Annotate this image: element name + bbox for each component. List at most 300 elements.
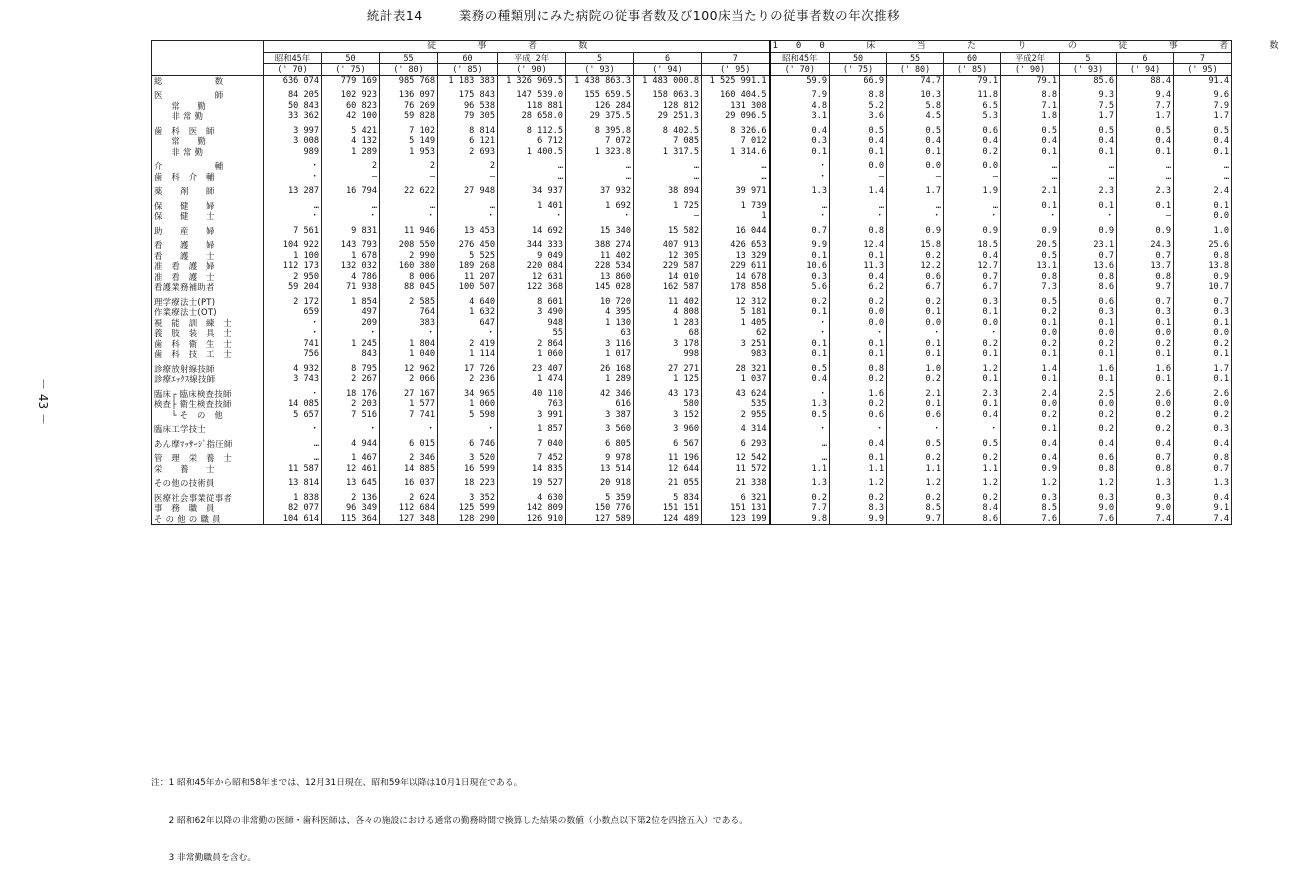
per100-bed-cell: 0.4 (1174, 136, 1232, 147)
per100-bed-cell: ・ (1060, 211, 1117, 222)
per100-bed-cell: ・ (830, 420, 887, 435)
worker-count-cell: 17 726 (438, 360, 498, 375)
worker-count-cell: 5 657 (264, 410, 322, 421)
per100-bed-cell: 0.0 (1060, 399, 1117, 410)
per100-bed-cell: ・ (770, 328, 830, 339)
per100-bed-cell: 9.3 (1060, 86, 1117, 101)
per100-bed-cell: 10.6 (770, 261, 830, 272)
western-year-header: (' 93) (1060, 64, 1117, 76)
worker-count-cell: … (264, 449, 322, 464)
worker-count-cell: 2 (380, 157, 438, 172)
per100-bed-cell: 0.0 (1174, 211, 1232, 222)
western-year-header: (' 93) (566, 64, 634, 76)
worker-count-cell: 208 550 (380, 236, 438, 251)
table-row (152, 489, 1232, 504)
worker-count-cell: 29 096.5 (702, 111, 770, 122)
worker-count-cell: 2 955 (702, 410, 770, 421)
per100-bed-cell: 0.2 (1117, 410, 1174, 421)
per100-bed-cell: 10.3 (887, 86, 944, 101)
row-label: 准 看 護 婦 (152, 261, 264, 272)
worker-count-cell: 71 938 (322, 282, 380, 293)
worker-count-cell: 8 112.5 (498, 122, 566, 137)
per100-bed-cell: 0.1 (830, 251, 887, 262)
per100-bed-cell: 0.4 (830, 136, 887, 147)
row-label: 医療社会事業従事者 (152, 489, 264, 504)
per100-bed-cell: ・ (887, 211, 944, 222)
per100-bed-cell: 7.6 (1001, 514, 1060, 525)
worker-count-cell: 4 932 (264, 360, 322, 375)
worker-count-cell: 84 205 (264, 86, 322, 101)
per100-bed-cell: 1.9 (944, 182, 1001, 197)
table-title: 業務の種類別にみた病院の従事者数及び100床当たりの従事者数の年次推移 (458, 8, 901, 23)
worker-count-cell: 150 776 (566, 503, 634, 514)
per100-bed-cell: 0.6 (1060, 293, 1117, 308)
worker-count-cell: 2 (322, 157, 380, 172)
worker-count-cell: 126 910 (498, 514, 566, 525)
per100-bed-cell: 0.1 (770, 307, 830, 318)
worker-count-cell: 1 438 863.3 (566, 75, 634, 86)
worker-count-cell: 8 601 (498, 293, 566, 308)
row-label: 義 肢 装 具 士 (152, 328, 264, 339)
per100-bed-cell: 0.4 (1001, 449, 1060, 464)
row-label: 視 能 訓 練 士 (152, 318, 264, 329)
per100-bed-cell: 0.5 (1001, 251, 1060, 262)
western-year-header: (' 95) (1174, 64, 1232, 76)
per100-bed-cell: 0.4 (944, 251, 1001, 262)
table-row (152, 222, 1232, 237)
per100-bed-cell: ・ (770, 172, 830, 183)
per100-bed-cell: 1.7 (1117, 111, 1174, 122)
worker-count-cell: 12 461 (322, 464, 380, 475)
table-row (152, 449, 1232, 464)
worker-count-cell: 7 072 (566, 136, 634, 147)
per100-bed-cell: 9.1 (1174, 503, 1232, 514)
worker-count-cell: 15 340 (566, 222, 634, 237)
per100-bed-cell: 7.9 (770, 86, 830, 101)
per100-bed-cell: 9.9 (770, 236, 830, 251)
per100-bed-cell: 0.0 (944, 157, 1001, 172)
per100-bed-cell: 0.4 (887, 136, 944, 147)
per100-bed-cell: 0.5 (770, 360, 830, 375)
worker-count-cell: 3 352 (438, 489, 498, 504)
row-label: 常 勤 (152, 101, 264, 112)
worker-count-cell: 1 060 (438, 399, 498, 410)
western-year-header: (' 80) (380, 64, 438, 76)
worker-count-cell: … (634, 172, 702, 183)
row-label: 常 勤 (152, 136, 264, 147)
per100-bed-cell: … (1174, 157, 1232, 172)
per100-bed-cell: 0.3 (1117, 307, 1174, 318)
per100-bed-cell: 2.4 (1174, 182, 1232, 197)
table-row (152, 157, 1232, 172)
worker-count-cell: 3 008 (264, 136, 322, 147)
per100-bed-cell: 1.7 (1174, 360, 1232, 375)
worker-count-cell: 126 284 (566, 101, 634, 112)
per100-bed-cell: 1.3 (1174, 474, 1232, 489)
per100-bed-cell: 6.7 (944, 282, 1001, 293)
worker-count-cell: … (380, 197, 438, 212)
worker-count-cell: 12 962 (380, 360, 438, 375)
per100-bed-cell: 7.6 (1060, 514, 1117, 525)
per100-bed-cell: ・ (770, 420, 830, 435)
per100-bed-cell: 0.1 (944, 307, 1001, 318)
per100-bed-cell: 0.8 (830, 360, 887, 375)
western-year-header: (' 70) (264, 64, 322, 76)
per100-bed-cell: 0.3 (944, 293, 1001, 308)
worker-count-cell: 1 467 (322, 449, 380, 464)
western-year-header: (' 94) (1117, 64, 1174, 76)
per100-bed-cell: 0.7 (1174, 293, 1232, 308)
per100-bed-cell: 2.3 (944, 385, 1001, 400)
table-row (152, 399, 1232, 410)
per100-bed-cell: 6.7 (887, 282, 944, 293)
worker-count-cell: 7 102 (380, 122, 438, 137)
per100-bed-cell: 0.4 (1060, 136, 1117, 147)
per100-bed-cell: 7.7 (770, 503, 830, 514)
per100-bed-cell: 8.8 (1001, 86, 1060, 101)
table-row (152, 328, 1232, 339)
worker-count-cell: 16 794 (322, 182, 380, 197)
per100-bed-cell: 0.1 (1001, 197, 1060, 212)
year-header: 6 (634, 52, 702, 64)
worker-count-cell: 843 (322, 349, 380, 360)
worker-count-cell: 104 614 (264, 514, 322, 525)
table-row (152, 514, 1232, 525)
worker-count-cell: 3 960 (634, 420, 702, 435)
worker-count-cell: 1 632 (438, 307, 498, 318)
per100-bed-cell: 0.4 (1117, 136, 1174, 147)
per100-bed-cell: 1.1 (770, 464, 830, 475)
per100-bed-cell: 1.2 (944, 360, 1001, 375)
worker-count-cell: … (702, 172, 770, 183)
per100-bed-cell: 1.3 (770, 474, 830, 489)
year-header: 5 (1060, 52, 1117, 64)
per100-bed-cell: 0.1 (1001, 349, 1060, 360)
per100-bed-cell: 0.1 (830, 449, 887, 464)
per100-bed-cell: 0.7 (1117, 293, 1174, 308)
per100-bed-cell: 0.0 (830, 157, 887, 172)
per100-bed-cell: 0.8 (1174, 449, 1232, 464)
worker-count-cell: 62 (702, 328, 770, 339)
per100-bed-cell: 12.2 (887, 261, 944, 272)
per100-bed-cell: 1.1 (830, 464, 887, 475)
per100-bed-cell: 0.3 (770, 272, 830, 283)
worker-count-cell: 28 658.0 (498, 111, 566, 122)
per100-bed-cell: 0.1 (830, 147, 887, 158)
worker-count-cell: 5 598 (438, 410, 498, 421)
per100-bed-cell: 11.8 (944, 86, 1001, 101)
year-header: 昭和45年 (770, 52, 830, 64)
per100-bed-cell: ・ (770, 157, 830, 172)
per100-bed-cell: 2.3 (1117, 182, 1174, 197)
worker-count-cell: 11 572 (702, 464, 770, 475)
per100-bed-cell: 0.2 (1001, 410, 1060, 421)
worker-count-cell: — (634, 211, 702, 222)
worker-count-cell: 209 (322, 318, 380, 329)
note-1: 注：1 昭和45年から昭和58年までは、12月31日現在、昭和59年以降は10月1日現在である。 (151, 778, 523, 788)
per100-bed-cell: 0.1 (1117, 147, 1174, 158)
worker-count-cell: 1 678 (322, 251, 380, 262)
per100-bed-cell: … (887, 197, 944, 212)
per100-bed-cell: 8.6 (944, 514, 1001, 525)
worker-count-cell: 27 167 (380, 385, 438, 400)
worker-count-cell: ・ (264, 157, 322, 172)
worker-count-cell: 4 630 (498, 489, 566, 504)
worker-count-cell: … (634, 157, 702, 172)
worker-count-cell: 100 507 (438, 282, 498, 293)
per100-bed-cell: 3.1 (770, 111, 830, 122)
worker-count-cell: 22 622 (380, 182, 438, 197)
worker-count-cell: 7 741 (380, 410, 438, 421)
row-label: 栄 養 士 (152, 464, 264, 475)
per100-bed-cell: 0.9 (1117, 222, 1174, 237)
per100-bed-cell: ・ (770, 318, 830, 329)
worker-count-cell: 4 395 (566, 307, 634, 318)
worker-count-cell: 8 006 (380, 272, 438, 283)
worker-count-cell: 1 400.5 (498, 147, 566, 158)
per100-bed-cell: 1.4 (1001, 360, 1060, 375)
worker-count-cell: ・ (264, 385, 322, 400)
per100-bed-cell: 7.3 (1001, 282, 1060, 293)
table-row (152, 211, 1232, 222)
worker-count-cell: 145 028 (566, 282, 634, 293)
per100-bed-cell: 0.5 (944, 435, 1001, 450)
row-label: 歯 科 医 師 (152, 122, 264, 137)
worker-count-cell: 3 178 (634, 339, 702, 350)
worker-count-cell: 1 953 (380, 147, 438, 158)
year-header: 50 (830, 52, 887, 64)
per100-bed-cell: 0.4 (1001, 136, 1060, 147)
worker-count-cell: 2 236 (438, 374, 498, 385)
worker-count-cell: 26 168 (566, 360, 634, 375)
worker-count-cell: 160 404.5 (702, 86, 770, 101)
per100-bed-cell: 13.7 (1117, 261, 1174, 272)
worker-count-cell: 11 196 (634, 449, 702, 464)
western-year-header: (' 94) (634, 64, 702, 76)
worker-count-cell: 1 804 (380, 339, 438, 350)
year-header: 7 (702, 52, 770, 64)
worker-count-cell: 63 (566, 328, 634, 339)
worker-count-cell: 59 204 (264, 282, 322, 293)
per100-bed-cell: 0.0 (1117, 399, 1174, 410)
worker-count-cell: 60 823 (322, 101, 380, 112)
worker-count-cell: 1 114 (438, 349, 498, 360)
worker-count-cell: 10 720 (566, 293, 634, 308)
per100-bed-cell: 0.3 (770, 136, 830, 147)
worker-count-cell: 162 587 (634, 282, 702, 293)
per100-bed-cell: 1.0 (1174, 222, 1232, 237)
worker-count-cell: 779 169 (322, 75, 380, 86)
worker-count-cell: 6 712 (498, 136, 566, 147)
per100-bed-cell: 0.1 (1174, 197, 1232, 212)
worker-count-cell: 13 329 (702, 251, 770, 262)
row-label: 歯 科 介 輔 (152, 172, 264, 183)
per100-bed-cell: 0.5 (887, 435, 944, 450)
western-year-header: (' 75) (830, 64, 887, 76)
per100-bed-cell: 5.8 (887, 101, 944, 112)
row-label: 総 数 (152, 75, 264, 86)
row-label: 歯 科 技 工 士 (152, 349, 264, 360)
worker-count-cell: 1 323.8 (566, 147, 634, 158)
table-row (152, 349, 1232, 360)
per100-bed-cell: ・ (944, 328, 1001, 339)
per100-bed-cell: ・ (944, 420, 1001, 435)
worker-count-cell: 636 074 (264, 75, 322, 86)
worker-count-cell: 128 290 (438, 514, 498, 525)
per100-bed-cell: … (770, 449, 830, 464)
per100-bed-cell: 0.0 (1117, 328, 1174, 339)
worker-count-cell: 2 950 (264, 272, 322, 283)
worker-count-cell: 118 881 (498, 101, 566, 112)
per100-bed-cell: 0.4 (770, 122, 830, 137)
per100-bed-cell: 8.4 (944, 503, 1001, 514)
table-row (152, 318, 1232, 329)
per100-bed-cell: 9.4 (1117, 86, 1174, 101)
per100-bed-cell: 0.3 (1174, 420, 1232, 435)
worker-count-cell: 5 149 (380, 136, 438, 147)
worker-count-cell: 88 045 (380, 282, 438, 293)
per100-bed-cell: 0.2 (887, 293, 944, 308)
worker-count-cell: 1 739 (702, 197, 770, 212)
per100-bed-cell: 79.1 (1001, 75, 1060, 86)
per100-bed-cell: 0.1 (887, 399, 944, 410)
per100-bed-cell: 2.1 (1001, 182, 1060, 197)
year-header: 平成 2年 (498, 52, 566, 64)
worker-count-cell: … (498, 172, 566, 183)
per100-bed-cell: 6.5 (944, 101, 1001, 112)
worker-count-cell: … (498, 157, 566, 172)
worker-count-cell: ・ (498, 211, 566, 222)
table-body (152, 75, 1232, 525)
worker-count-cell: 96 538 (438, 101, 498, 112)
year-header: 55 (887, 52, 944, 64)
worker-count-cell: 16 037 (380, 474, 438, 489)
per100-bed-cell: 1.3 (770, 182, 830, 197)
per100-bed-cell: 0.1 (1060, 197, 1117, 212)
per100-bed-cell: 24.3 (1117, 236, 1174, 251)
per100-bed-cell: 0.5 (887, 122, 944, 137)
per100-bed-cell: — (887, 172, 944, 183)
per100-bed-cell: 1.3 (1117, 474, 1174, 489)
worker-count-cell: 43 173 (634, 385, 702, 400)
per100-bed-cell: 8.3 (830, 503, 887, 514)
per100-bed-cell: 0.2 (887, 374, 944, 385)
worker-count-cell: 5 359 (566, 489, 634, 504)
worker-count-cell: 2 585 (380, 293, 438, 308)
worker-count-cell: 1 017 (566, 349, 634, 360)
western-year-header: (' 80) (887, 64, 944, 76)
worker-count-cell: 4 314 (702, 420, 770, 435)
per100-bed-cell: 0.7 (770, 222, 830, 237)
worker-count-cell: 18 176 (322, 385, 380, 400)
per100-bed-cell: 6.2 (830, 282, 887, 293)
worker-count-cell: 55 (498, 328, 566, 339)
per100-bed-cell: 7.7 (1117, 101, 1174, 112)
worker-count-cell: 132 032 (322, 261, 380, 272)
worker-count-cell: … (702, 157, 770, 172)
worker-count-cell: 27 948 (438, 182, 498, 197)
worker-count-cell: 1 283 (634, 318, 702, 329)
per100-bed-cell: 0.1 (1001, 318, 1060, 329)
per100-bed-cell: 0.4 (1174, 489, 1232, 504)
worker-count-cell: 11 402 (634, 293, 702, 308)
per100-bed-cell: 0.1 (1174, 147, 1232, 158)
per100-bed-cell: 1.2 (1001, 474, 1060, 489)
row-label: └ そ の 他 (152, 410, 264, 421)
worker-count-cell: 6 293 (702, 435, 770, 450)
per100-bed-cell: 13.6 (1060, 261, 1117, 272)
worker-count-cell: … (264, 197, 322, 212)
worker-count-cell: 763 (498, 399, 566, 410)
per100-bed-cell: 2.5 (1060, 385, 1117, 400)
per100-bed-cell: 0.1 (1060, 349, 1117, 360)
worker-count-cell: 14 085 (264, 399, 322, 410)
worker-count-cell: 42 100 (322, 111, 380, 122)
row-label: 理学療法士(PT) (152, 293, 264, 308)
table-row (152, 261, 1232, 272)
per100-bed-cell: 12.4 (830, 236, 887, 251)
worker-count-cell: 12 542 (702, 449, 770, 464)
worker-count-cell: 2 267 (322, 374, 380, 385)
per100-bed-cell: ・ (1001, 211, 1060, 222)
per100-bed-cell: 13.8 (1174, 261, 1232, 272)
worker-count-cell: 12 631 (498, 272, 566, 283)
worker-count-cell: … (264, 435, 322, 450)
table-row (152, 182, 1232, 197)
worker-count-cell: 4 786 (322, 272, 380, 283)
per100-bed-cell: 0.5 (830, 122, 887, 137)
per100-bed-cell: 66.9 (830, 75, 887, 86)
worker-count-cell: 59 828 (380, 111, 438, 122)
per100-bed-cell: 1.7 (1174, 111, 1232, 122)
worker-count-cell: 948 (498, 318, 566, 329)
per100-bed-cell: 0.9 (1174, 272, 1232, 283)
per100-bed-cell: 0.1 (1117, 318, 1174, 329)
per100-bed-cell: 59.9 (770, 75, 830, 86)
per100-bed-cell: 8.5 (887, 503, 944, 514)
per100-bed-cell: 0.0 (887, 318, 944, 329)
table-row (152, 339, 1232, 350)
worker-count-cell: 3 520 (438, 449, 498, 464)
per100-bed-cell: 0.1 (944, 374, 1001, 385)
per100-bed-cell: 0.1 (944, 349, 1001, 360)
row-label: 准 看 護 士 (152, 272, 264, 283)
per100-bed-cell: 0.1 (887, 339, 944, 350)
worker-count-cell: 1 317.5 (634, 147, 702, 158)
worker-count-cell: 143 793 (322, 236, 380, 251)
per100-bed-cell: 15.8 (887, 236, 944, 251)
note-2: 2 昭和62年以降の非常勤の医師・歯科医師は、各々の施設における通常の勤務時間で換算した結果の数値（小数点以下第2位を四捨五入）である。 (151, 815, 748, 826)
worker-count-cell: 3 251 (702, 339, 770, 350)
worker-count-cell: 3 560 (566, 420, 634, 435)
worker-count-cell: 76 269 (380, 101, 438, 112)
per100-bed-cell: 4.5 (887, 111, 944, 122)
worker-count-cell: 2 066 (380, 374, 438, 385)
per100-bed-cell: 0.9 (944, 222, 1001, 237)
worker-count-cell: 127 348 (380, 514, 438, 525)
per100-bed-cell: 0.6 (944, 122, 1001, 137)
table-row (152, 86, 1232, 101)
row-label: 介 輔 (152, 157, 264, 172)
per100-bed-cell: 0.1 (1174, 318, 1232, 329)
row-label: 薬 剤 師 (152, 182, 264, 197)
worker-count-cell: 14 692 (498, 222, 566, 237)
worker-count-cell: 13 514 (566, 464, 634, 475)
per100-bed-cell: 0.5 (1001, 122, 1060, 137)
year-header-row (152, 52, 1232, 64)
worker-count-cell: ・ (322, 328, 380, 339)
per100-bed-cell: 1.2 (944, 474, 1001, 489)
